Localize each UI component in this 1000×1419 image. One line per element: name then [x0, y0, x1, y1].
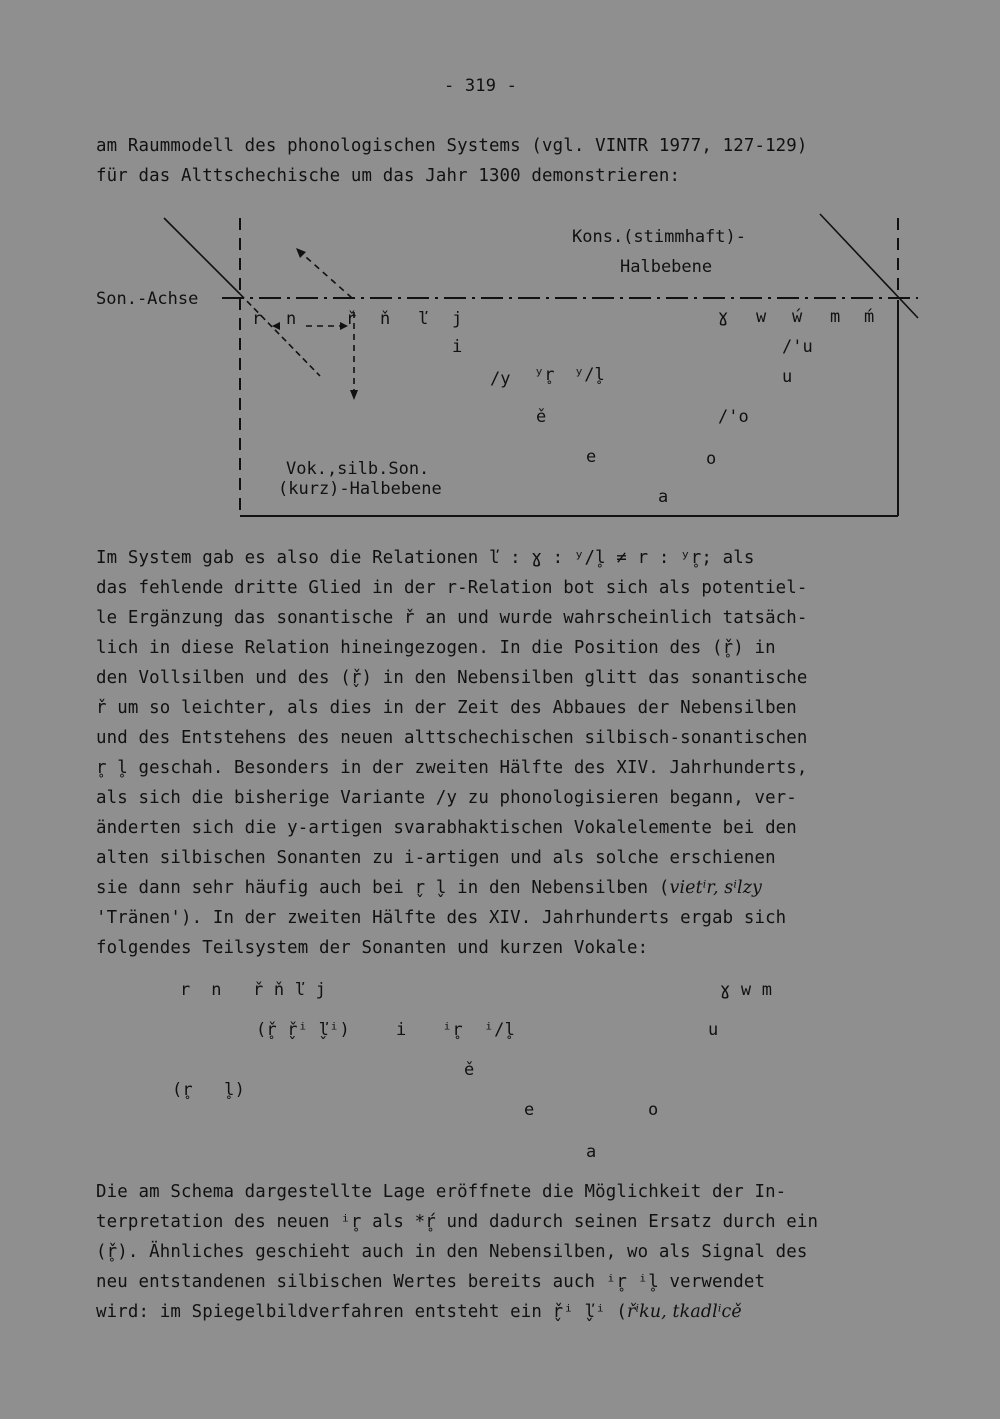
p2-line-5-text: wird: im Spiegelbildverfahren entsteht ein ř̬ⁱ ľ̬ⁱ (: [96, 1302, 628, 1322]
subsystem-row5-o: o: [648, 1100, 659, 1120]
subsystem-row2-a: (ř̥ ř̬ⁱ ľ̬ⁱ): [256, 1020, 350, 1040]
subsystem-row5-e: e: [524, 1100, 535, 1120]
vowel-i: i: [452, 337, 463, 357]
p1-line-8: r̥ l̥ geschah. Besonders in der zweiten Hälfte des XIV. Jahrhunderts,: [96, 758, 808, 778]
p2-line-3: (ř̥). Ähnliches geschieht auch in den Nebensilben, wo als Signal des: [96, 1242, 808, 1262]
page-number: - 319 -: [444, 76, 518, 96]
sym-w: w: [756, 307, 767, 327]
p1-line-7: und des Entstehens des neuen alttschechischen silbisch-sonantischen: [96, 728, 808, 748]
sym-r-caron: ř: [346, 309, 357, 329]
intro-line-1: am Raummodell des phonologischen Systems (vgl. VINTR 1977, 127-129): [96, 136, 808, 156]
p1-line-12-examples: vietⁱr, sⁱlzy: [669, 878, 763, 898]
p1-line-3: le Ergänzung das sonantische ř an und wurde wahrscheinlich tatsäch-: [96, 608, 808, 628]
vowel-yl: ʸ/l̥: [574, 365, 605, 385]
kons-label-1: Kons.(stimmhaft)-: [572, 227, 746, 247]
p1-line-13: 'Tränen'). In der zweiten Hälfte des XIV. Jahrhunderts ergab sich: [96, 908, 787, 928]
subsystem-row3: ě: [464, 1060, 475, 1080]
p1-line-12: [96, 878, 762, 898]
subsystem-row6: a: [586, 1142, 597, 1162]
p1-line-2: das fehlende dritte Glied in der r-Relation bot sich als potentiel-: [96, 578, 808, 598]
vowel-u: u: [782, 367, 793, 387]
vowel-slash-y: /y: [490, 369, 511, 389]
p1-line-12-text: sie dann sehr häufig auch bei r̬ l̬ in den Nebensilben (: [96, 878, 670, 898]
p1-line-6: ř um so leichter, als dies in der Zeit des Abbaues der Nebensilben: [96, 698, 797, 718]
vowel-o: o: [706, 449, 717, 469]
p2-line-5-examples: řⁱku, tkadlⁱcě: [627, 1302, 742, 1322]
sym-gamma: ɣ: [718, 307, 729, 327]
p2-line-5: [96, 1302, 742, 1322]
sym-w-acute: ẃ: [792, 307, 803, 327]
subsystem-row2-c: ⁱr̥ ⁱ/l̥: [442, 1020, 516, 1040]
subsystem-row1-left: r n ř ň ľ j: [180, 980, 327, 1000]
vowel-yr: ʸr̥: [534, 365, 555, 385]
p1-line-1: Im System gab es also die Relationen ľ : ɣ : ʸ/l̥ ≠ r : ʸr̥; als: [96, 548, 755, 568]
vowel-slash-o: /'o: [718, 407, 749, 427]
p1-line-11: alten silbischen Sonanten zu i-artigen und als solche erschienen: [96, 848, 776, 868]
p1-line-9: als sich die bisherige Variante /y zu phonologisieren begann, ver-: [96, 788, 797, 808]
p2-line-4: neu entstandenen silbischen Wertes bereits auch ⁱr̥ ⁱl̥ verwendet: [96, 1272, 766, 1292]
vowel-e-caron: ě: [536, 407, 547, 427]
vowel-a: a: [658, 487, 669, 507]
sym-m-acute: ḿ: [864, 307, 875, 327]
p1-line-14: folgendes Teilsystem der Sonanten und kurzen Vokale:: [96, 938, 649, 958]
phonological-space-diagram: [0, 200, 1000, 530]
sym-r: r: [252, 309, 263, 329]
subsystem-row2-b: i: [396, 1020, 407, 1040]
sym-l-caron: ľ: [418, 309, 429, 329]
sym-n-caron: ň: [380, 309, 391, 329]
subsystem-row4: (r̥ l̥): [172, 1080, 246, 1100]
p2-line-2: terpretation des neuen ⁱr̥ als *ŕ̥ und dadurch seinen Ersatz durch ein: [96, 1212, 819, 1232]
subsystem-row1-right: ɣ w m: [720, 980, 773, 1000]
vowel-e: e: [586, 447, 597, 467]
kons-label-2: Halbebene: [620, 257, 713, 277]
sym-j: j: [452, 309, 463, 329]
vok-label-1: Vok.,silb.Son.: [286, 459, 430, 479]
p2-line-1: Die am Schema dargestellte Lage eröffnete die Möglichkeit der In-: [96, 1182, 787, 1202]
p1-line-10: änderten sich die y-artigen svarabhaktischen Vokalelemente bei den: [96, 818, 797, 838]
sym-n: n: [286, 309, 297, 329]
subsystem-row2-u: u: [708, 1020, 719, 1040]
intro-line-2: für das Alttschechische um das Jahr 1300 demonstrieren:: [96, 166, 681, 186]
vowel-slash-u: /'u: [782, 337, 813, 357]
sym-m: m: [830, 307, 841, 327]
son-axis-label: Son.-Achse: [96, 289, 199, 309]
vok-label-2: (kurz)-Halbebene: [278, 479, 442, 499]
p1-line-4: lich in diese Relation hineingezogen. In die Position des (ř̥) in: [96, 638, 776, 658]
p1-line-5: den Vollsilben und des (ř̬) in den Nebensilben glitt das sonantische: [96, 668, 808, 688]
